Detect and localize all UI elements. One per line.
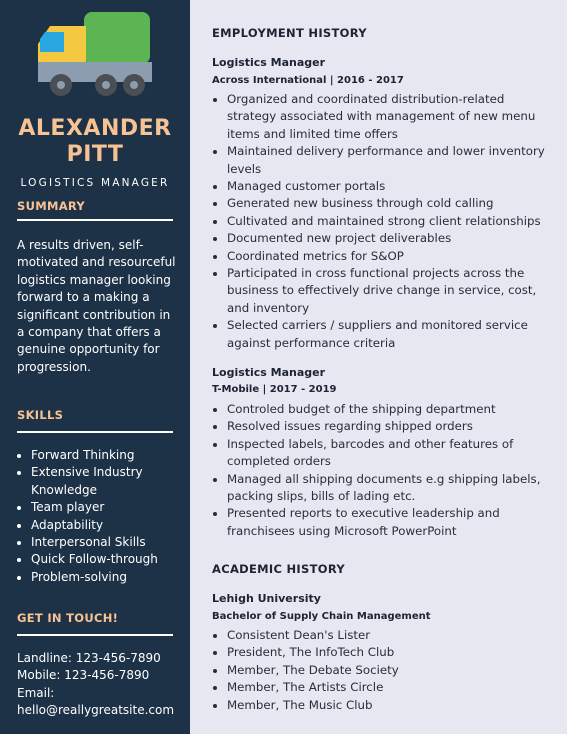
duty-item: • Resolved issues regarding shipped orders bbox=[227, 418, 557, 435]
contact-heading: GET IN TOUCH! bbox=[17, 611, 119, 625]
duty-item: • Selected carriers / suppliers and monitored service against performance criteria bbox=[227, 317, 557, 352]
skills-list bbox=[17, 447, 191, 586]
duty-item: • Documented new project deliverables bbox=[227, 230, 557, 247]
summary-heading: SUMMARY bbox=[17, 199, 86, 213]
duty-item: • Coordinated metrics for S&OP bbox=[227, 248, 557, 265]
duty-item: • Maintained delivery performance and lower inventory levels bbox=[227, 143, 557, 178]
landline: Landline: 123-456-7890 bbox=[17, 651, 161, 665]
duty-item: • Managed customer portals bbox=[227, 178, 557, 195]
duty-item: • Controled budget of the shipping department bbox=[227, 401, 557, 418]
duty-item: • Organized and coordinated distribution-related strategy associated with management of new menu items and limited time offers bbox=[227, 91, 557, 143]
duty-item: • Generated new business through cold calling bbox=[227, 195, 557, 212]
academic-item: • Member, The Music Club bbox=[227, 697, 557, 714]
academic-item: • Member, The Debate Society bbox=[227, 662, 557, 679]
skill-item: • Problem-solving bbox=[31, 569, 191, 586]
skill-item: • Adaptability bbox=[31, 517, 191, 534]
sidebar bbox=[0, 0, 190, 734]
academic-heading: ACADEMIC HISTORY bbox=[212, 562, 345, 576]
duty-item: • Presented reports to executive leadership and franchisees using Microsoft PowerPoint bbox=[227, 505, 557, 540]
job-company-2: T-Mobile | 2017 - 2019 bbox=[212, 384, 337, 395]
name-last: PITT bbox=[66, 142, 124, 167]
skills-divider bbox=[17, 431, 173, 433]
employment-heading: EMPLOYMENT HISTORY bbox=[212, 26, 367, 40]
email-address[interactable]: hello@reallygreatsite.com bbox=[17, 703, 175, 718]
job-title: LOGISTICS MANAGER bbox=[20, 177, 170, 189]
skill-item: • Extensive Industry Knowledge bbox=[31, 464, 191, 499]
contact-info bbox=[17, 650, 187, 720]
mobile: Mobile: 123-456-7890 bbox=[17, 668, 150, 683]
duty-item: • Managed all shipping documents e.g shipping labels, packing slips, bills of lading etc. bbox=[227, 471, 557, 506]
duty-item: • Cultivated and maintained strong client relationships bbox=[227, 213, 557, 230]
email-label: Email: bbox=[17, 685, 55, 700]
name-first: ALEXANDER bbox=[18, 116, 172, 141]
duty-item: • Inspected labels, barcodes and other features of completed orders bbox=[227, 436, 557, 471]
candidate-name bbox=[0, 116, 190, 168]
summary-divider bbox=[17, 219, 173, 221]
academic-item: • President, The InfoTech Club bbox=[227, 644, 557, 661]
skill-item: • Team player bbox=[31, 499, 191, 516]
job-duties-2 bbox=[212, 401, 557, 540]
summary-text: A results driven, self-motivated and resourceful logistics manager looking forward to a making a significant contribution in a company that offers a genuine opportunity for progression. bbox=[17, 238, 176, 374]
skill-item: • Interpersonal Skills bbox=[31, 534, 191, 551]
academic-item: • Consistent Dean's Lister bbox=[227, 627, 557, 644]
academic-item: • Member, The Artists Circle bbox=[227, 679, 557, 696]
job-duties-1 bbox=[212, 91, 557, 352]
school-name: Lehigh University bbox=[212, 592, 321, 605]
academic-list bbox=[212, 627, 557, 714]
job-title-1: Logistics Manager bbox=[212, 56, 326, 69]
skills-heading: SKILLS bbox=[17, 408, 64, 422]
skill-item: • Quick Follow-through bbox=[31, 551, 191, 568]
job-title-2: Logistics Manager bbox=[212, 366, 326, 379]
degree-name: Bachelor of Supply Chain Management bbox=[212, 611, 431, 622]
skill-item: • Forward Thinking bbox=[31, 447, 191, 464]
contact-divider bbox=[17, 634, 173, 636]
job-company-1: Across International | 2016 - 2017 bbox=[212, 75, 404, 86]
duty-item: • Participated in cross functional projects across the business to effectively drive change in service, cost, and inventory bbox=[227, 265, 557, 317]
truck-icon bbox=[36, 12, 154, 98]
